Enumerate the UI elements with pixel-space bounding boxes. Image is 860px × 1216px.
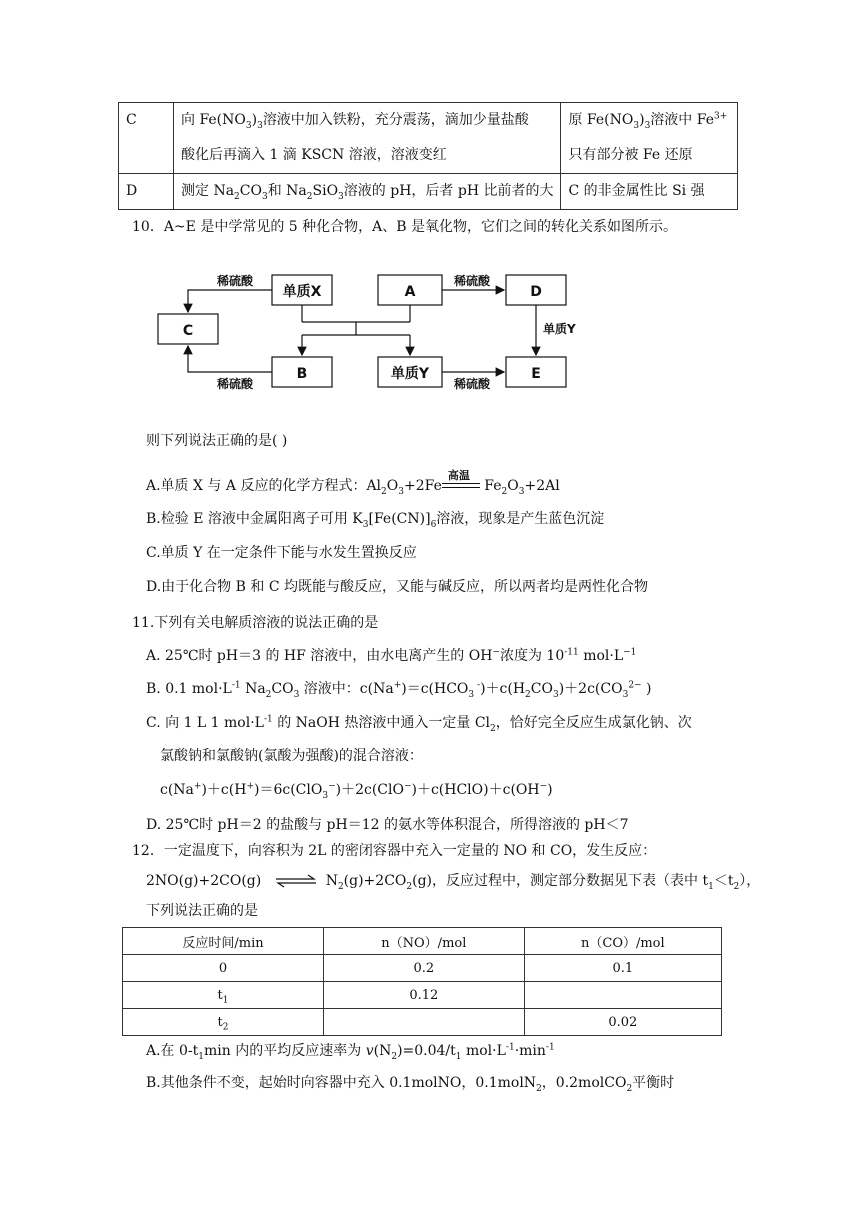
header-cell: n（CO）/mol xyxy=(524,928,721,955)
table-cell: 0 xyxy=(123,955,324,982)
table-row xyxy=(123,1009,722,1036)
table-cell xyxy=(524,982,721,1009)
table-row xyxy=(123,955,722,982)
table-cell: 0.12 xyxy=(324,982,525,1009)
edge-label-acid: 稀硫酸 xyxy=(216,377,254,391)
edge-label-acid: 稀硫酸 xyxy=(453,377,491,391)
q11-stem: 11.下列有关电解质溶液的说法正确的是 xyxy=(132,615,379,631)
table-row xyxy=(119,174,738,210)
q12-prompt: 下列说法正确的是 xyxy=(146,903,258,919)
table-cell: 0.02 xyxy=(524,1009,721,1036)
header-cell: n（NO）/mol xyxy=(324,928,525,955)
edge-label-element-y: 单质Y xyxy=(543,322,576,336)
edge-label-acid: 稀硫酸 xyxy=(453,274,491,288)
q11-option-b: B. 0.1 $mol\cdot L^{-1}$ $Na_2CO_3$ 溶液中：$c(Na^+)=c(HCO_3$ $^-)+c(H_2CO_3)+2c(CO_3^{2-}$ ) xyxy=(146,680,652,700)
label-d: D xyxy=(530,284,542,300)
label-c: C xyxy=(182,323,194,339)
table-cell: 0.1 xyxy=(524,955,721,982)
q11-option-d: D. 25℃时 pH＝2 的盐酸与 pH＝12 的氨水等体积混合，所得溶液的 pH＜7 xyxy=(146,817,629,833)
table-cell xyxy=(324,1009,525,1036)
conclusion-cell: C 的非金属性比 Si 强 xyxy=(561,174,738,210)
label-element-x: 单质X xyxy=(282,284,322,300)
q11-option-c: C. 向 1 L 1 $mol\cdot L^{-1}$ 的 NaOH 热溶液中通入一定量 $Cl_2$，恰好完全反应生成氯化钠、次 xyxy=(146,714,692,734)
table-header-row xyxy=(123,928,722,955)
table-row xyxy=(123,982,722,1009)
q10-prompt: 则下列说法正确的是( ) xyxy=(146,433,288,449)
table-cell: $t_2$ xyxy=(123,1009,324,1036)
q11-option-a: A. 25℃时 pH＝3 的 HF 溶液中，由水电离产生的 OH−浓度为 $10^{-11}$ $mol\cdot L^{-1}$ xyxy=(146,647,637,664)
edge-label-acid: 稀硫酸 xyxy=(216,274,254,288)
table-cell: $t_1$ xyxy=(123,982,324,1009)
reaction-data-table xyxy=(122,927,722,1036)
label-element-y: 单质Y xyxy=(390,366,430,382)
q10-option-a: A.单质 X 与 A 反应的化学方程式：$Al_2O_3+2Fe$ 高温 $Fe_2O_3+2Al$ xyxy=(146,469,560,497)
q10-option-b: B.检验 E 溶液中金属阳离子可用 $K_3[Fe(CN)]_6$溶液，现象是产生蓝色沉淀 xyxy=(146,511,605,530)
label-e: E xyxy=(531,366,541,382)
operation-cell: 测定 $Na_2CO_3$和 $Na_2SiO_3$溶液的 pH，后者 pH 比前者的大 xyxy=(174,174,561,210)
q10-option-d: D.由于化合物 B 和 C 均既能与酸反应，又能与碱反应，所以两者均是两性化合物 xyxy=(146,579,648,595)
q10-option-c: C.单质 Y 在一定条件下能与水发生置换反应 xyxy=(146,545,417,561)
table-cell: 0.2 xyxy=(324,955,525,982)
header-cell: 反应时间/min xyxy=(123,928,324,955)
conclusion-cell: 原 $Fe(NO_3)_3$溶液中 $Fe^{3+}$ 只有部分被 Fe 还原 xyxy=(561,103,738,174)
row-label: C xyxy=(119,103,174,174)
equals-over-condition: 高温 xyxy=(442,479,480,493)
q11-option-c-line2: 氯酸钠和氯酸钠(氯酸为强酸)的混合溶液： xyxy=(160,748,423,764)
experiment-table xyxy=(118,102,738,210)
label-b: B xyxy=(296,366,308,382)
q11-option-c-equation: c(Na+)＋c(H+)＝6c(ClO$_3$−)＋2c(ClO−)＋c(HClO)＋c(OH−) xyxy=(160,781,553,801)
conversion-diagram xyxy=(150,262,610,402)
q12-equation: 2NO(g)+2CO(g) $N_2(g)+2CO_2(g)$，反应过程中，测定部分数据见下表（表中 $t_1<t_2$）， xyxy=(146,873,761,892)
equilibrium-arrows-icon xyxy=(274,874,318,888)
label-a: A xyxy=(404,284,416,300)
q12-stem: 12．一定温度下，向容积为 2L 的密闭容器中充入一定量的 NO 和 CO，发生反应： xyxy=(132,843,657,859)
table-row xyxy=(119,103,738,174)
row-label: D xyxy=(119,174,174,210)
q12-option-a: A.在 $0-t_1\min$ 内的平均反应速率为 $v(N_2)=0.04/t_1$ $mol\cdot L^{-1}\cdot\min^{-1}$ xyxy=(146,1042,555,1062)
q12-option-b: B.其他条件不变，起始时向容器中充入 0.1molNO，0.1molN$_2$，0.2molCO$_2$平衡时 xyxy=(146,1075,675,1094)
q10-stem: 10．A~E 是中学常见的 5 种化合物，A、B 是氧化物，它们之间的转化关系如图所示。 xyxy=(132,219,677,235)
operation-cell: 向 $Fe(NO_3)_3$溶液中加入铁粉，充分震荡，滴加少量盐酸 酸化后再滴入 1 滴 KSCN 溶液，溶液变红 xyxy=(174,103,561,174)
